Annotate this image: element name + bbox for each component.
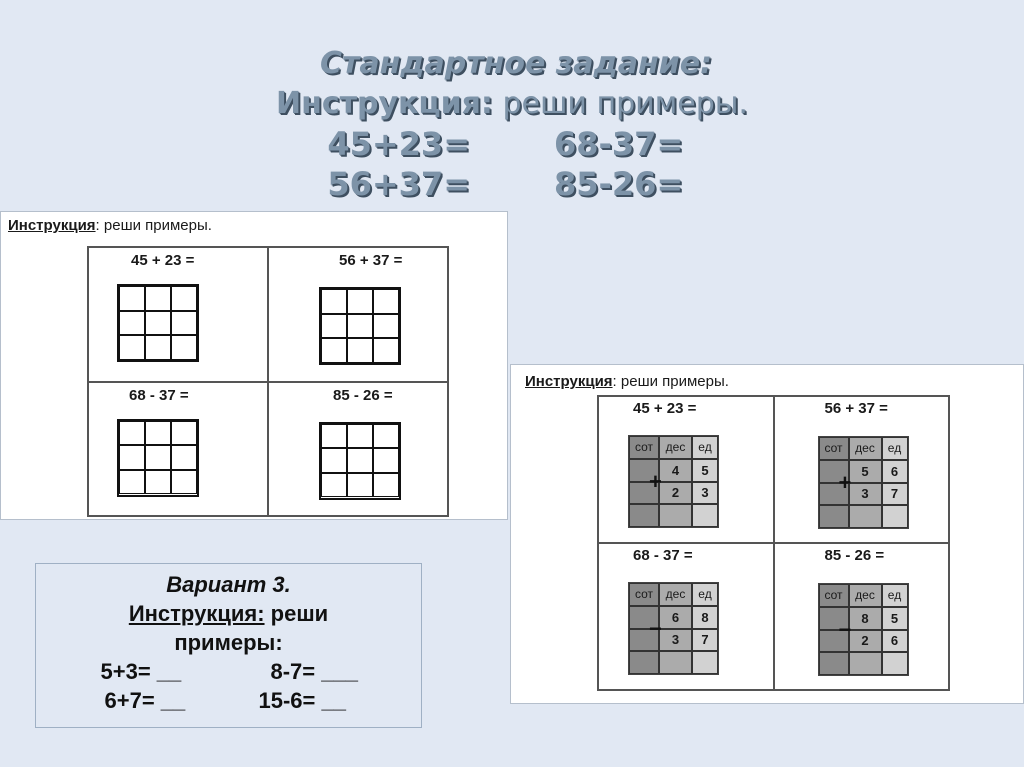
exercise-equation: 56 + 37 = [339, 252, 403, 269]
exercise-cell [598, 396, 774, 543]
header-hundreds: сот [819, 584, 849, 607]
equation: 8-7= ___ [270, 659, 358, 684]
exercise-equation: 68 - 37 = [129, 386, 189, 404]
answer-grid [319, 287, 401, 365]
instruction-text: реши [264, 601, 329, 626]
answer-cell [659, 504, 692, 527]
digit-cell: 5 [849, 460, 882, 483]
place-value-table [628, 582, 719, 675]
instruction-label: Инструкция [8, 217, 96, 234]
digit-cell: 8 [692, 606, 718, 629]
answer-cell [819, 505, 849, 528]
answer-cell [849, 505, 882, 528]
digit-cell: 5 [692, 459, 718, 482]
exercise-cell [774, 396, 950, 543]
digit-cell: 2 [659, 482, 692, 505]
worksheet-instruction [525, 373, 729, 390]
digit-cell: 6 [882, 630, 908, 653]
answer-cell [819, 652, 849, 675]
instruction-label: Инструкция: [128, 601, 265, 626]
header-tens: дес [849, 584, 882, 607]
answer-cell [849, 652, 882, 675]
plus-icon: + [838, 470, 852, 495]
equation: 85-26= [554, 165, 684, 203]
equation: 45+23= [327, 125, 470, 163]
instruction-text: : реши примеры. [612, 373, 729, 390]
header-tens: дес [659, 436, 692, 459]
instruction-label: Инструкция [525, 373, 613, 390]
equation: 68-37= [554, 125, 684, 163]
digit-cell: 3 [659, 629, 692, 652]
answer-cell [882, 652, 908, 675]
exercise-cell [88, 247, 268, 382]
header-hundreds: сот [629, 583, 659, 606]
answer-grid [117, 284, 199, 362]
exercise-equation: 56 + 37 = [824, 400, 888, 417]
header-tens: дес [659, 583, 692, 606]
answer-cell [692, 504, 718, 527]
exercise-cell [598, 543, 774, 690]
digit-cell: 6 [659, 606, 692, 629]
title-instruction [0, 84, 1024, 124]
variant-title: Вариант 3. [166, 572, 291, 597]
instruction-text: реши примеры. [492, 86, 748, 121]
header-hundreds: сот [819, 437, 849, 460]
digit-cell: 7 [692, 629, 718, 652]
worksheet-place-value [510, 364, 1024, 704]
place-value-table [818, 436, 909, 529]
header-ones: ед [692, 436, 718, 459]
exercise-equation: 85 - 26 = [333, 386, 393, 404]
exercise-equation: 45 + 23 = [633, 400, 697, 417]
worksheet-empty-grids [0, 211, 508, 520]
digit-cell: 3 [692, 482, 718, 505]
digit-cell: 2 [849, 630, 882, 653]
equation: 5+3= __ [100, 659, 182, 684]
equation-row [36, 686, 421, 715]
exercise-grid [597, 395, 950, 691]
exercise-cell [268, 247, 448, 382]
plus-icon: + [649, 469, 662, 494]
header-tens: дес [849, 437, 882, 460]
answer-cell [629, 651, 659, 674]
minus-icon: − [838, 617, 852, 642]
digit-cell: 8 [849, 607, 882, 630]
slide-title [0, 44, 1024, 204]
header-ones: ед [882, 437, 908, 460]
digit-cell: 6 [882, 460, 908, 483]
digit-cell: 7 [882, 483, 908, 506]
exercise-grid [87, 246, 449, 517]
variant-instruction [36, 599, 421, 628]
answer-grid [117, 419, 199, 497]
answer-cell [659, 651, 692, 674]
header-ones: ед [692, 583, 718, 606]
place-value-table [818, 583, 909, 676]
exercise-cell [88, 382, 268, 517]
equation-row [0, 164, 1024, 204]
equation: 6+7= __ [104, 688, 186, 713]
exercise-equation: 45 + 23 = [131, 252, 195, 269]
answer-cell [692, 651, 718, 674]
exercise-cell [268, 382, 448, 517]
digit-cell: 4 [659, 459, 692, 482]
instruction-text-line2: примеры: [174, 630, 283, 655]
header-ones: ед [882, 584, 908, 607]
equation: 15-6= __ [258, 688, 346, 713]
place-value-table [628, 435, 719, 528]
answer-cell [629, 504, 659, 527]
instruction-text: : реши примеры. [95, 217, 212, 234]
answer-cell [882, 505, 908, 528]
title-standard-task: Стандартное задание: [319, 46, 713, 81]
minus-icon: − [649, 616, 662, 641]
digit-cell: 5 [882, 607, 908, 630]
equation: 56+37= [327, 165, 470, 203]
exercise-equation: 85 - 26 = [824, 547, 885, 564]
instruction-label: Инструкция: [276, 86, 493, 121]
equation-row [0, 124, 1024, 164]
variant-box [35, 563, 422, 728]
exercise-equation: 68 - 37 = [633, 547, 693, 564]
answer-grid [319, 422, 401, 500]
digit-cell: 3 [849, 483, 882, 506]
header-hundreds: сот [629, 436, 659, 459]
worksheet-instruction [8, 217, 212, 234]
exercise-cell [774, 543, 950, 690]
equation-row [36, 657, 421, 686]
